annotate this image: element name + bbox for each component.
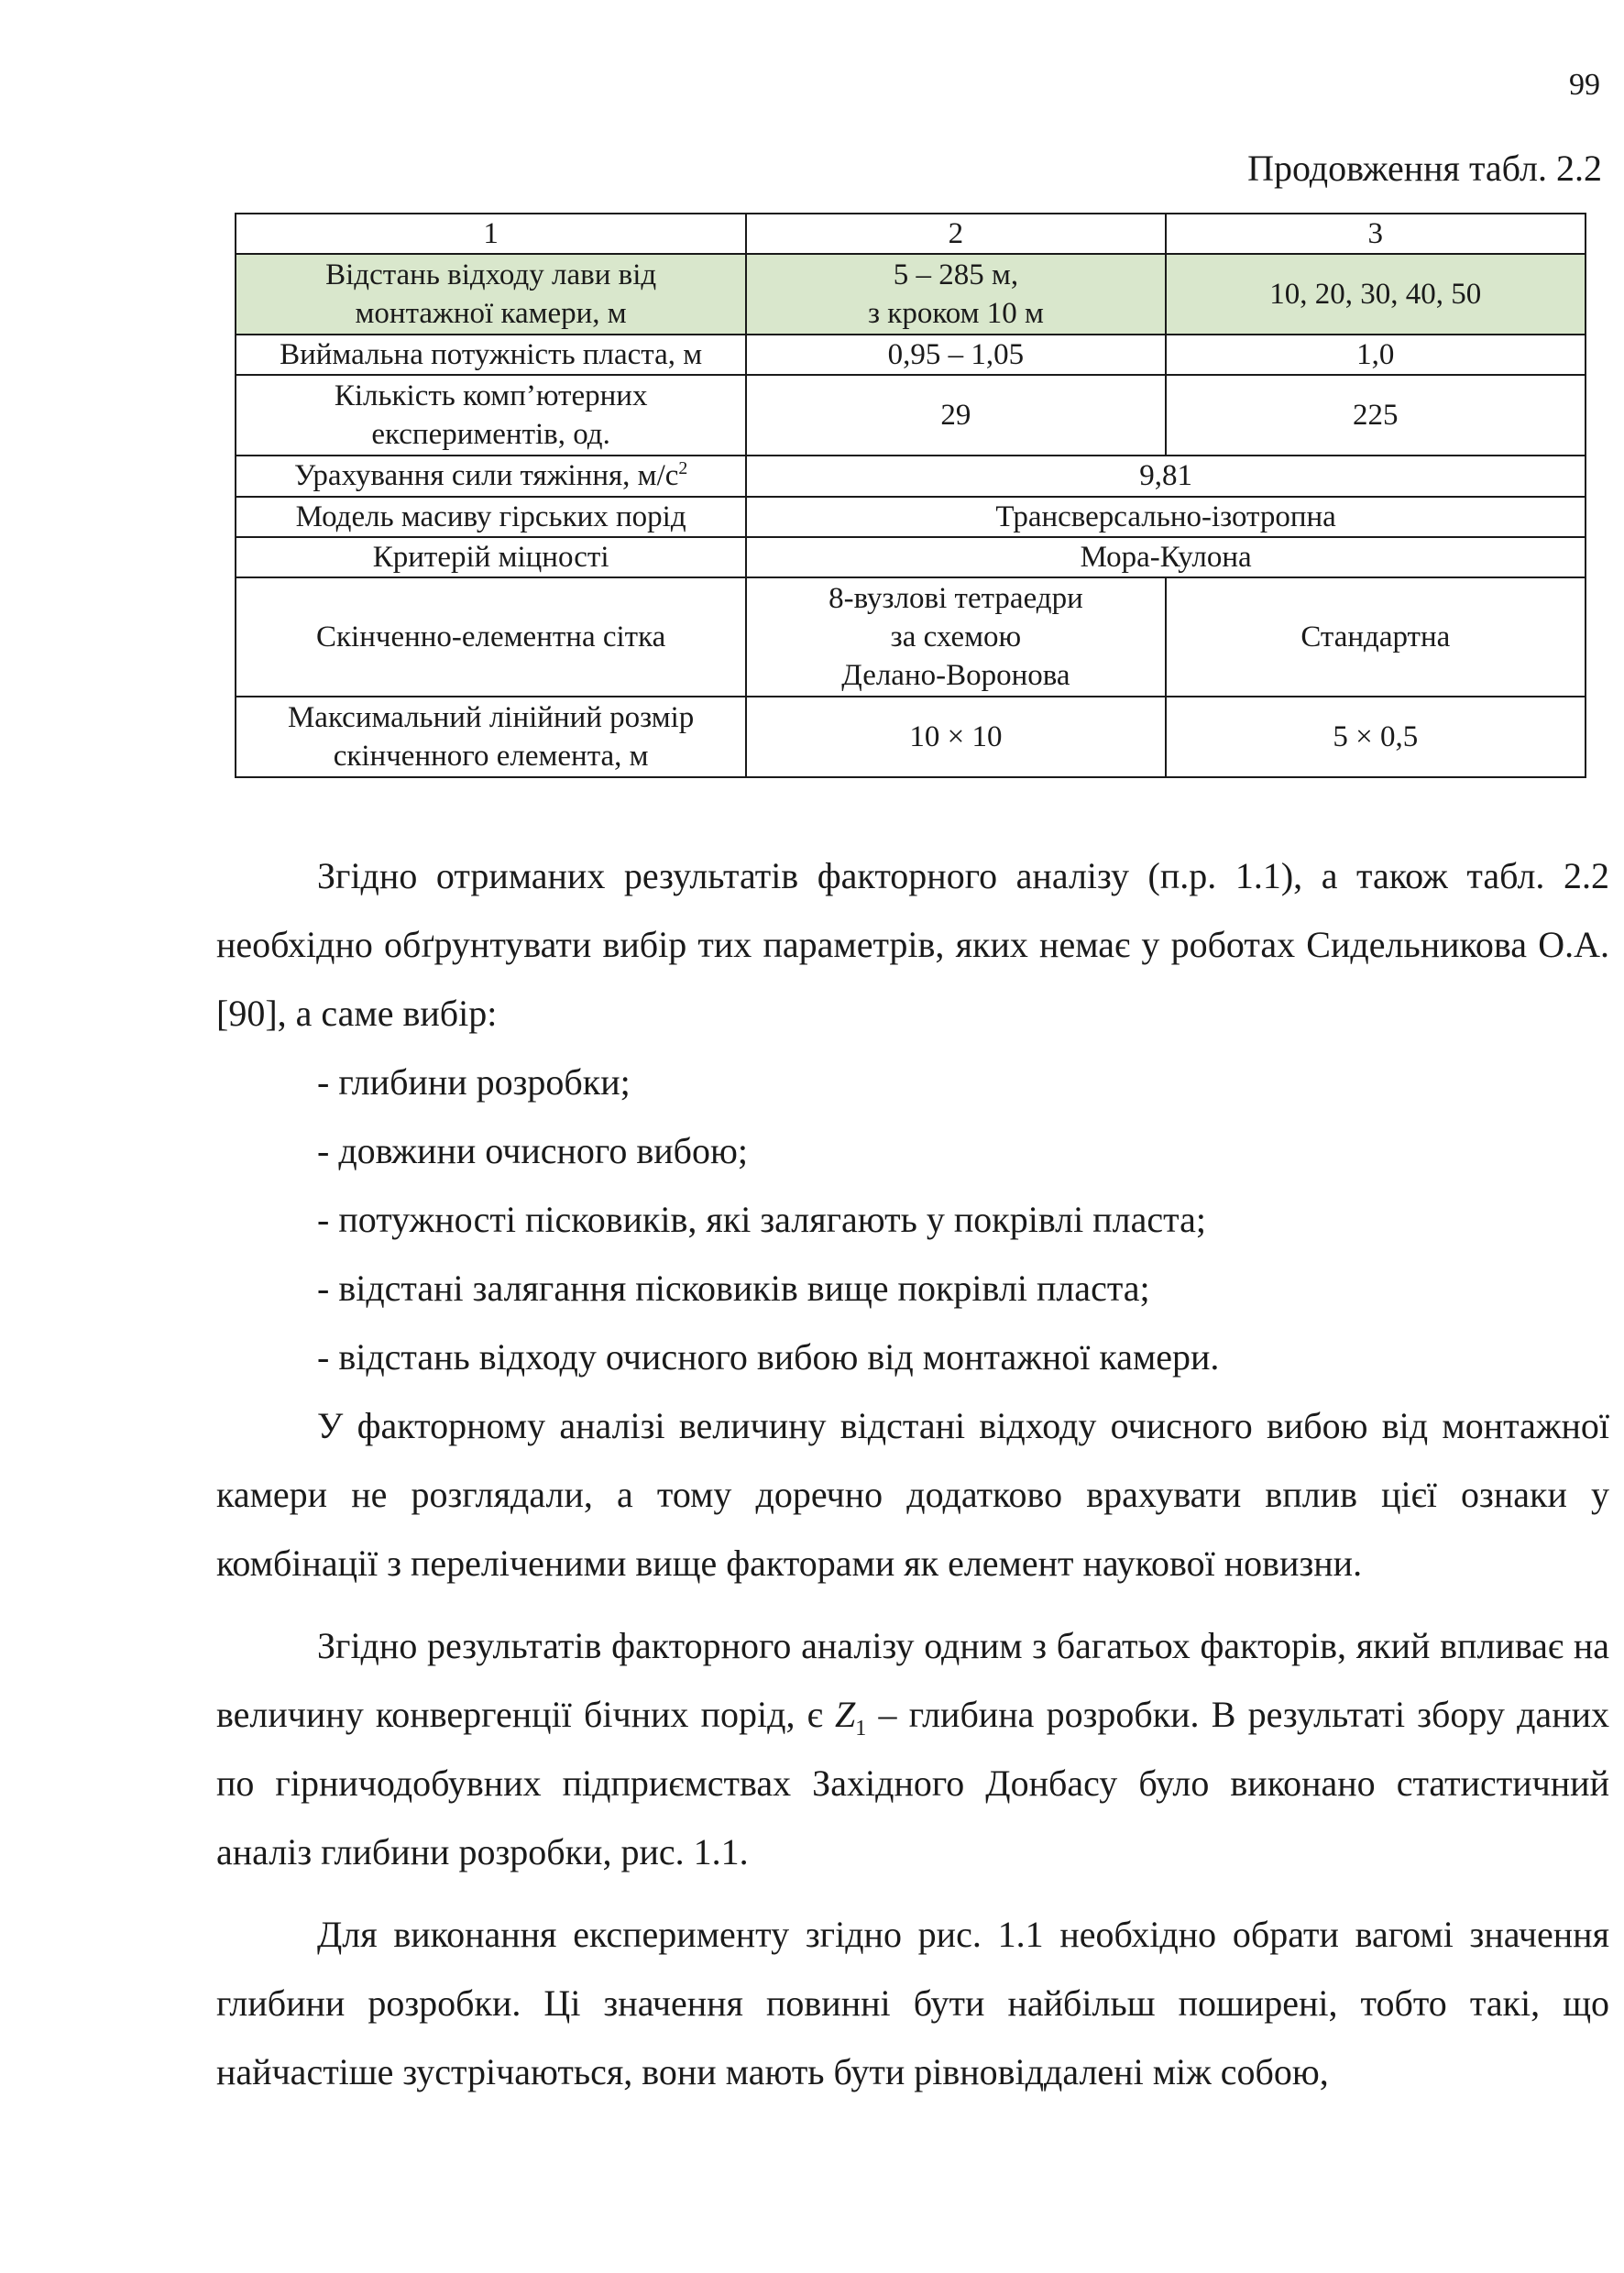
- table-row-thickness: [236, 335, 1586, 375]
- param-cell: Критерій міцності: [236, 537, 746, 577]
- value-cell: [746, 577, 1165, 697]
- header-cell: 2: [746, 214, 1165, 254]
- table-row-mesh: [236, 577, 1586, 697]
- header-cell: 1: [236, 214, 746, 254]
- value-cell: 225: [1166, 375, 1586, 456]
- param-text: Відстань відходу лави від: [325, 258, 657, 291]
- list-item: - відстань відходу очисного вибою від монтажної камери.: [317, 1336, 1220, 1378]
- param-cell: [236, 456, 746, 496]
- value-cell: 9,81: [746, 456, 1586, 496]
- value-text: Делано-Воронова: [841, 659, 1070, 693]
- table-row-distance: [236, 254, 1586, 335]
- paragraph-text: Згідно результатів факторного аналізу одним з багатьох факторів, який впливає на величину конвергенції бічних порід, є: [216, 1625, 1609, 1735]
- value-cell: Трансверсально-ізотропна: [746, 497, 1586, 537]
- param-text: скінченного елемента, м: [333, 740, 649, 774]
- table-caption: Продовження табл. 2.2: [1247, 148, 1602, 189]
- value-text: за схемою: [890, 620, 1022, 654]
- param-cell: [236, 254, 746, 335]
- value-cell: 0,95 – 1,05: [746, 335, 1165, 375]
- list-item: - довжини очисного вибою;: [317, 1130, 748, 1171]
- table-row-model: [236, 497, 1586, 537]
- superscript: 2: [678, 458, 688, 479]
- table-header-row: [236, 214, 1586, 254]
- value-cell: 10, 20, 30, 40, 50: [1166, 254, 1586, 335]
- body-text: [216, 841, 1609, 2106]
- param-cell: Виймальна потужність пласта, м: [236, 335, 746, 375]
- subscript: 1: [855, 1717, 867, 1740]
- param-text: Урахування сили тяжіння, м/с: [293, 459, 679, 493]
- paragraph: Згідно отриманих результатів факторного аналізу (п.р. 1.1), а також табл. 2.2 необхідно обґрунтувати вибір тих параметрів, яких немає у роботах Сидельникова О.А. [90], а саме вибір:: [216, 855, 1609, 1034]
- variable: Z: [835, 1694, 856, 1735]
- value-cell: 1,0: [1166, 335, 1586, 375]
- paragraph: [216, 1611, 1609, 1886]
- value-cell: 29: [746, 375, 1165, 456]
- paragraph-text: – глибина розробки. В результаті збору даних по гірничодобувних підприємствах Західного Донбасу було виконано статистичний аналіз глибини розробки, рис. 1.1.: [216, 1694, 1609, 1872]
- param-cell: [236, 375, 746, 456]
- value-text: з кроком 10 м: [868, 297, 1044, 331]
- value-cell: 10 × 10: [746, 697, 1165, 777]
- list-item: - відстані залягання пісковиків вище покрівлі пласта;: [317, 1268, 1150, 1309]
- value-text: 8-вузлові тетраедри: [828, 581, 1083, 615]
- paragraph: У факторному аналізі величину відстані відходу очисного вибою від монтажної камери не розглядали, а тому доречно додатково врахувати вплив цієї ознаки у комбінації з переліченими вище факторами як елемент наукової новизни.: [216, 1405, 1609, 1584]
- param-text: Максимальний лінійний розмір: [287, 700, 695, 734]
- param-cell: Скінченно-елементна сітка: [236, 577, 746, 697]
- param-cell: [236, 697, 746, 777]
- parameters-table: [235, 213, 1586, 778]
- header-cell: 3: [1166, 214, 1586, 254]
- value-cell: Мора-Кулона: [746, 537, 1586, 577]
- list-item: - глибини розробки;: [317, 1061, 631, 1103]
- param-text: експериментів, од.: [371, 418, 610, 452]
- value-cell: 5 × 0,5: [1166, 697, 1586, 777]
- list-item: - потужності пісковиків, які залягають у покрівлі пласта;: [317, 1199, 1206, 1240]
- table-row-criterion: [236, 537, 1586, 577]
- page-number: 99: [1569, 68, 1600, 102]
- paragraph: Для виконання експерименту згідно рис. 1.1 необхідно обрати вагомі значення глибини розробки. Ці значення повинні бути найбільш поширені, тобто такі, що найчастіше зустрічаються, вони мають бути рівновіддалені між собою,: [216, 1914, 1609, 2092]
- table-row-element-size: [236, 697, 1586, 777]
- param-text: монтажної камери, м: [355, 297, 627, 331]
- value-cell: [746, 254, 1165, 335]
- table-row-experiments: [236, 375, 1586, 456]
- value-text: 5 – 285 м,: [893, 258, 1019, 291]
- param-cell: Модель масиву гірських порід: [236, 497, 746, 537]
- value-cell: Стандартна: [1166, 577, 1586, 697]
- param-text: Кількість комп’ютерних: [334, 379, 648, 413]
- table-row-gravity: [236, 456, 1586, 496]
